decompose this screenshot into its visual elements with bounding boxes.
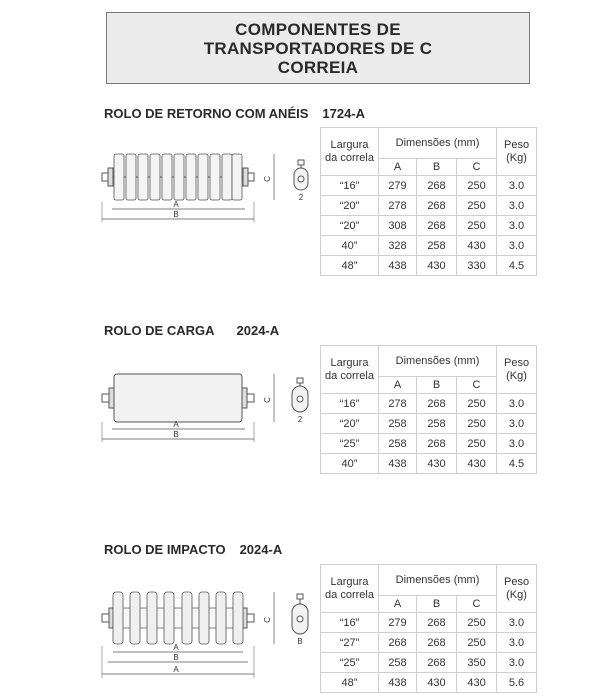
cell-width: “16” <box>321 613 379 633</box>
cell-b: 430 <box>417 673 457 693</box>
cell-weight: 3.0 <box>497 236 537 256</box>
cell-width: “16” <box>321 176 379 196</box>
cell-b: 258 <box>417 236 457 256</box>
cell-a: 438 <box>379 256 417 276</box>
header-width: Largura da correla <box>321 128 379 176</box>
cell-weight: 4.5 <box>497 256 537 276</box>
cell-b: 430 <box>417 454 457 474</box>
cell-weight: 5.6 <box>497 673 537 693</box>
cell-weight: 3.0 <box>497 414 537 434</box>
impact-roller-table <box>320 564 537 693</box>
header-col-c: C <box>457 377 497 394</box>
cell-c: 250 <box>457 216 497 236</box>
table-row <box>321 613 537 633</box>
dim-label-b: B <box>173 430 179 439</box>
section-name: ROLO DE CARGA <box>104 323 215 338</box>
title-line-1: COMPONENTES DE <box>235 19 401 39</box>
header-col-c: C <box>457 596 497 613</box>
load-roller-drawing <box>98 366 318 456</box>
header-width: Largura da correla <box>321 565 379 613</box>
cell-width: 48” <box>321 256 379 276</box>
cell-weight: 3.0 <box>497 196 537 216</box>
cell-width: “20” <box>321 196 379 216</box>
table-row <box>321 196 537 216</box>
dim-label-c: C <box>263 397 272 403</box>
cell-c: 330 <box>457 256 497 276</box>
cell-c: 250 <box>457 434 497 454</box>
table-row <box>321 434 537 454</box>
cell-a: 279 <box>379 613 417 633</box>
cell-a: 328 <box>379 236 417 256</box>
cell-weight: 3.0 <box>497 394 537 414</box>
cell-b: 268 <box>417 216 457 236</box>
section-heading-load-roller <box>104 323 279 338</box>
cell-a: 278 <box>379 196 417 216</box>
cell-b: 268 <box>417 196 457 216</box>
section-heading-impact-roller <box>104 542 282 557</box>
cell-width: “25” <box>321 653 379 673</box>
cell-width: 40” <box>321 454 379 474</box>
cell-c: 250 <box>457 414 497 434</box>
cell-c: 250 <box>457 633 497 653</box>
cell-b: 430 <box>417 256 457 276</box>
cell-c: 250 <box>457 394 497 414</box>
cell-b: 268 <box>417 653 457 673</box>
cell-weight: 3.0 <box>497 633 537 653</box>
header-width: Largura da correla <box>321 346 379 394</box>
side-view-label: B <box>297 637 303 646</box>
title-box <box>106 12 530 84</box>
return-roller-table <box>320 127 537 276</box>
table-row <box>321 673 537 693</box>
cell-c: 250 <box>457 613 497 633</box>
table-row <box>321 176 537 196</box>
cell-c: 250 <box>457 176 497 196</box>
table-row <box>321 454 537 474</box>
cell-c: 250 <box>457 196 497 216</box>
section-heading-return-roller <box>104 106 365 121</box>
header-dimensions: Dimensões (mm) <box>379 128 497 159</box>
header-weight: Peso (Kg) <box>497 128 537 176</box>
cell-b: 258 <box>417 414 457 434</box>
cell-width: 40” <box>321 236 379 256</box>
cell-weight: 3.0 <box>497 434 537 454</box>
section-code: 2024-A <box>239 542 283 557</box>
header-col-a: A <box>379 377 417 394</box>
dim-label-a: A <box>173 643 179 652</box>
header-col-b: B <box>417 596 457 613</box>
header-col-c: C <box>457 159 497 176</box>
impact-roller-drawing <box>98 584 318 686</box>
dim-label-b: B <box>173 210 179 219</box>
header-col-b: B <box>417 159 457 176</box>
cell-a: 279 <box>379 176 417 196</box>
cell-a: 258 <box>379 414 417 434</box>
cell-a: 278 <box>379 394 417 414</box>
table-row <box>321 653 537 673</box>
cell-b: 268 <box>417 613 457 633</box>
header-dimensions: Dimensões (mm) <box>379 565 497 596</box>
cell-a: 268 <box>379 633 417 653</box>
cell-b: 268 <box>417 176 457 196</box>
table-row <box>321 633 537 653</box>
cell-width: “27” <box>321 633 379 653</box>
cell-b: 268 <box>417 394 457 414</box>
cell-c: 430 <box>457 454 497 474</box>
header-weight: Peso (Kg) <box>497 346 537 394</box>
cell-c: 430 <box>457 673 497 693</box>
dim-label-overall: A <box>173 665 179 674</box>
table-row <box>321 216 537 236</box>
cell-weight: 3.0 <box>497 653 537 673</box>
cell-width: 48” <box>321 673 379 693</box>
header-weight: Peso (Kg) <box>497 565 537 613</box>
cell-width: “16” <box>321 394 379 414</box>
header-col-a: A <box>379 159 417 176</box>
title-line-2: TRANSPORTADORES DE C <box>203 38 433 58</box>
dim-label-c: C <box>263 617 272 623</box>
cell-width: “25” <box>321 434 379 454</box>
cell-weight: 4.5 <box>497 454 537 474</box>
header-dimensions: Dimensões (mm) <box>379 346 497 377</box>
cell-width: “20” <box>321 216 379 236</box>
dim-label-c: C <box>263 176 272 182</box>
cell-a: 258 <box>379 653 417 673</box>
table-row <box>321 414 537 434</box>
section-code: 1724-A <box>322 106 366 121</box>
title-line-3: CORREIA <box>277 57 359 77</box>
section-code: 2024-A <box>236 323 280 338</box>
table-row <box>321 256 537 276</box>
cell-a: 438 <box>379 673 417 693</box>
load-roller-table <box>320 345 537 474</box>
cell-weight: 3.0 <box>497 216 537 236</box>
cell-c: 350 <box>457 653 497 673</box>
header-col-a: A <box>379 596 417 613</box>
header-col-b: B <box>417 377 457 394</box>
table-row <box>321 236 537 256</box>
cell-b: 268 <box>417 434 457 454</box>
section-name: ROLO DE IMPACTO <box>104 542 226 557</box>
table-row <box>321 394 537 414</box>
side-view-label: 2 <box>298 193 304 202</box>
dim-label-a: A <box>173 420 179 429</box>
cell-a: 438 <box>379 454 417 474</box>
cell-a: 308 <box>379 216 417 236</box>
cell-width: “20” <box>321 414 379 434</box>
return-roller-drawing <box>98 146 318 236</box>
cell-c: 430 <box>457 236 497 256</box>
cell-a: 258 <box>379 434 417 454</box>
section-name: ROLO DE RETORNO COM ANÉIS <box>104 106 309 121</box>
side-view-label: 2 <box>297 415 303 424</box>
cell-weight: 3.0 <box>497 176 537 196</box>
dim-label-a: A <box>173 200 179 209</box>
dim-label-b: B <box>173 653 179 662</box>
cell-b: 268 <box>417 633 457 653</box>
cell-weight: 3.0 <box>497 613 537 633</box>
